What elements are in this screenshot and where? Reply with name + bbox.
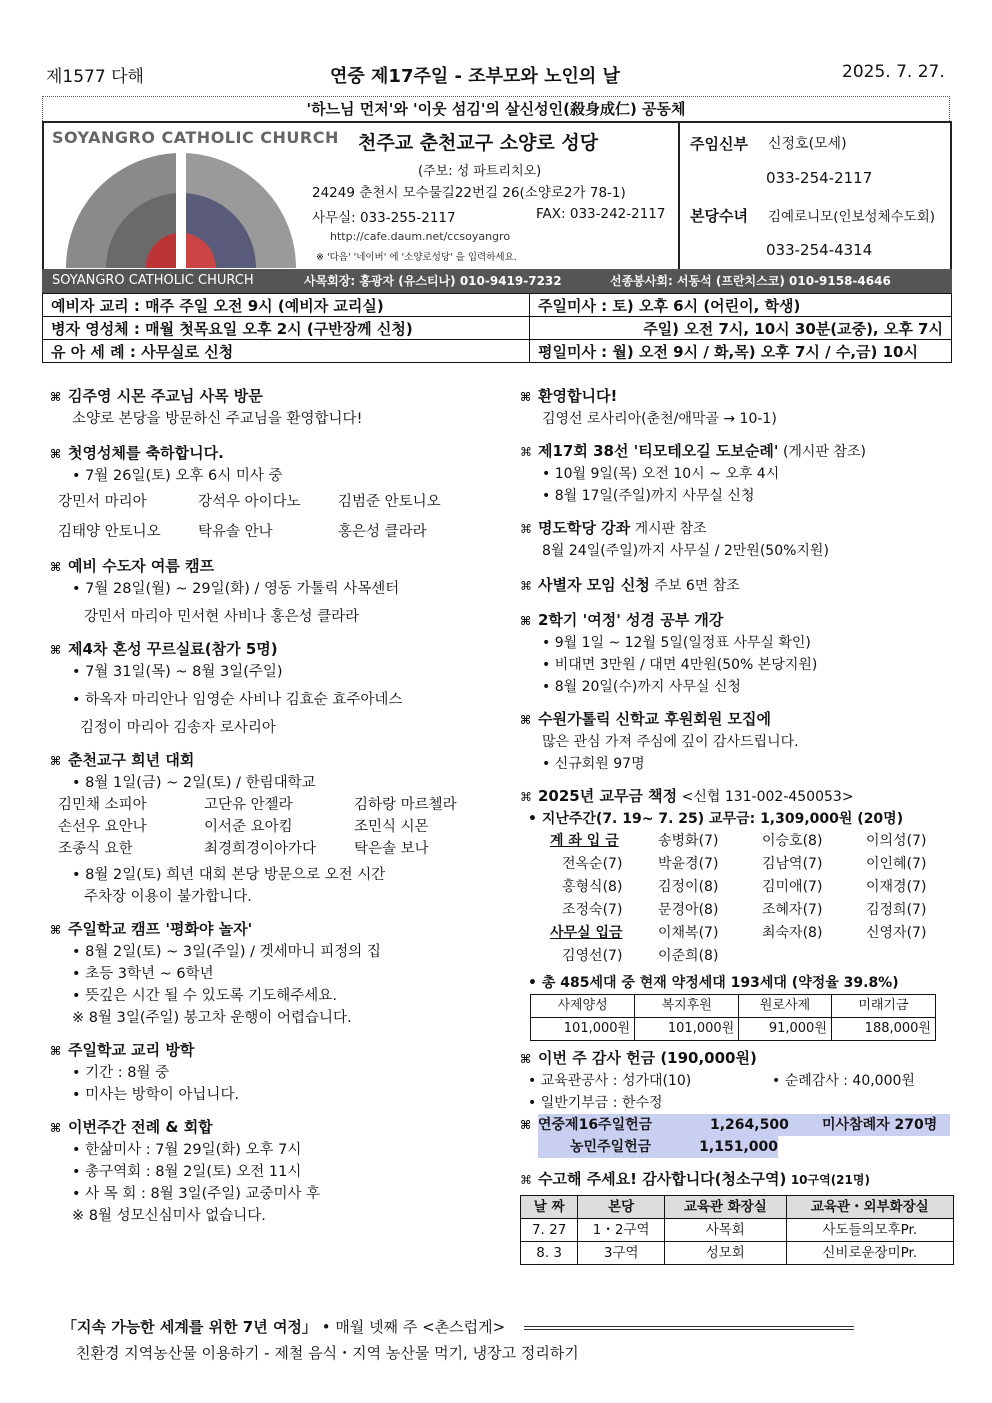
footer-title: 「지속 가능한 세계를 위한 7년 여정」 xyxy=(62,1318,317,1336)
notice-text: • 총구역회 : 8월 2일(토) 오전 11시 xyxy=(72,1164,302,1180)
page-title: 연중 제17주일 - 조부모와 노인의 날 xyxy=(330,66,620,87)
name-item: 조민식 시몬 xyxy=(354,819,429,835)
footer-divider xyxy=(524,1326,854,1330)
name-item: 김태양 안토니오 xyxy=(58,524,161,540)
table-row xyxy=(521,1219,954,1242)
patron: (주보: 성 파트리치오) xyxy=(418,164,542,179)
church-name: 천주교 춘천교구 소양로 성당 xyxy=(358,132,599,154)
notice-text: • 일반기부금 : 한수정 xyxy=(528,1095,663,1111)
bullet-mark-icon: ⌘ xyxy=(50,447,62,461)
notice-text: • 한삶미사 : 7월 29일(화) 오후 7시 xyxy=(72,1142,302,1158)
notice-text: • 10월 9일(목) 오전 10시 ~ 오후 4시 xyxy=(542,466,780,482)
notice-title: ⌘ 주일학교 교리 방학 xyxy=(50,1039,495,1062)
notice-text: • 8월 17일(주일)까지 사무실 신청 xyxy=(542,488,755,504)
notice-text: • 비대면 3만원 / 대면 4만원(50% 본당지원) xyxy=(542,657,818,673)
table-cell: 성모회 xyxy=(665,1242,786,1265)
notice-text: 김영선 로사리아(춘천/애막골 → 10-1) xyxy=(542,411,777,427)
notice-title: ⌘ 춘천교구 희년 대회 xyxy=(50,749,495,772)
notice-text: • 지난주간(7. 19~ 7. 25) 교무금: 1,309,000원 (20명) xyxy=(528,811,904,827)
attendance: 미사참례자 270명 xyxy=(822,1117,938,1133)
table-header: 교육관 화장실 xyxy=(665,1196,786,1219)
pastor-name: 신정호(모세) xyxy=(768,136,847,152)
table-row xyxy=(43,317,952,340)
notice-title: ⌘ 사별자 모임 신청 주보 6면 참조 xyxy=(520,574,960,597)
name-item: 고단유 안젤라 xyxy=(204,797,293,813)
bullet-mark-icon: ⌘ xyxy=(520,1173,532,1187)
bullet-mark-icon: ⌘ xyxy=(50,643,62,657)
notice-text: • 총 485세대 중 현재 약정세대 193세대 (약정율 39.8%) xyxy=(528,975,899,991)
name-item: 홍형식(8) xyxy=(562,879,623,895)
notice-text: • 7월 26일(토) 오후 6시 미사 중 xyxy=(72,468,283,484)
pastor-label: 주임신부 xyxy=(690,135,748,153)
table-header: 복지후원 xyxy=(635,995,739,1018)
table-row xyxy=(531,995,936,1018)
bullet-mark-icon: ⌘ xyxy=(520,790,532,804)
name-item: 김민채 소피아 xyxy=(58,797,147,813)
name-item: 김하랑 마르첼라 xyxy=(354,797,457,813)
name-item: 강민서 마리아 xyxy=(58,494,147,510)
issue-date: 2025. 7. 27. xyxy=(842,62,945,82)
table-row xyxy=(521,1196,954,1219)
notice-title: ⌘ 2학기 '여정' 성경 공부 개강 xyxy=(520,609,960,632)
name-item: 조종식 요한 xyxy=(58,841,133,857)
bar-evangel: 선종봉사회: 서동석 (프란치스코) 010-9158-4646 xyxy=(610,274,891,288)
name-item: 전옥순(7) xyxy=(562,856,623,872)
table-header: 교육관・외부화장실 xyxy=(786,1196,954,1219)
bullet-mark-icon: ⌘ xyxy=(520,522,532,536)
cleaning-table xyxy=(520,1195,954,1265)
footer-line xyxy=(62,1316,854,1337)
schedule-cell: 병자 영성체 : 매월 첫목요일 오후 2시 (구반장께 신청) xyxy=(43,317,530,340)
table-header: 본당 xyxy=(578,1196,665,1219)
name-item: 송병화(7) xyxy=(658,833,719,849)
sister-label: 본당수녀 xyxy=(690,207,748,225)
name-item: 김정희(7) xyxy=(866,902,927,918)
bullet-mark-icon: ⌘ xyxy=(50,560,62,574)
notice-text: 소양로 본당을 방문하신 주교님을 환영합니다! xyxy=(72,411,363,427)
name-item: 김미애(7) xyxy=(762,879,823,895)
donor-grid xyxy=(520,830,960,968)
schedule-cell: 유 아 세 례 : 사무실로 신청 xyxy=(43,340,530,363)
bullet-mark-icon: ⌘ xyxy=(50,923,62,937)
donor-label: 사무실 입금 xyxy=(550,925,623,941)
bullet-mark-icon: ⌘ xyxy=(520,1118,532,1132)
bullet-mark-icon: ⌘ xyxy=(50,1044,62,1058)
notice-text: • 8월 1일(금) ~ 2일(토) / 한림대학교 xyxy=(72,775,316,791)
offering-row xyxy=(520,1114,960,1136)
name-grid xyxy=(50,487,495,547)
offering-row xyxy=(520,1136,960,1158)
table-header: 원로사제 xyxy=(739,995,832,1018)
footer-text: • 매월 넷째 주 <촌스럽게> xyxy=(321,1318,506,1336)
notice-text: ※ 8월 3일(주일) 봉고차 운행이 어렵습니다. xyxy=(72,1010,352,1026)
table-header: 날 짜 xyxy=(521,1196,578,1219)
offering-amount: 1,264,500 xyxy=(710,1117,789,1133)
notice-text: • 신규회원 97명 xyxy=(542,756,645,772)
donor-label: 계 좌 입 금 xyxy=(550,833,619,849)
bar-chair: 사목회장: 홍광자 (유스티나) 010-9419-7232 xyxy=(304,274,562,288)
notice-text: • 7월 28일(월) ~ 29일(화) / 영동 가톨릭 사목센터 xyxy=(72,581,400,597)
name-item: 문경아(8) xyxy=(658,902,719,918)
schedule-cell: 주일) 오전 7시, 10시 30분(교중), 오후 7시 xyxy=(530,317,952,340)
table-cell: 8. 3 xyxy=(521,1242,578,1265)
notice-title: ⌘ 첫영성체를 축하합니다. xyxy=(50,442,495,465)
notice-text: • 뜻깊은 시간 될 수 있도록 기도해주세요. xyxy=(72,988,337,1004)
name-item: 이서준 요아킴 xyxy=(204,819,293,835)
issue-number: 제1577 다해 xyxy=(46,67,144,87)
cafe-link[interactable]: http://cafe.daum.net/ccsoyangro xyxy=(330,230,511,243)
table-row xyxy=(43,294,952,317)
fax: FAX: 033-242-2117 xyxy=(536,206,666,222)
name-item: 강석우 아이다노 xyxy=(198,494,301,510)
table-cell: 3구역 xyxy=(578,1242,665,1265)
bullet-mark-icon: ⌘ xyxy=(50,1121,62,1135)
bullet-mark-icon: ⌘ xyxy=(520,390,532,404)
notice-text: • 7월 31일(목) ~ 8월 3일(주일) xyxy=(72,664,283,680)
notice-text: 8월 24일(주일)까지 사무실 / 2만원(50%지원) xyxy=(542,543,829,559)
notice-title: ⌘ 명도학당 강좌 게시판 참조 xyxy=(520,517,960,540)
name-item: 조정숙(7) xyxy=(562,902,623,918)
name-item: 김범준 안토니오 xyxy=(338,494,441,510)
notice-title: ⌘ 2025년 교무금 책정 <신협 131-002-450053> xyxy=(520,785,960,808)
notice-text xyxy=(520,1070,960,1092)
name-item: 이준희(8) xyxy=(658,948,719,964)
bullet-mark-icon: ⌘ xyxy=(50,390,62,404)
notice-title: ⌘ 주일학교 캠프 '평화야 놀자' xyxy=(50,918,495,941)
notice-text: • 8월 2일(토) 희년 대회 본당 방문으로 오전 시간 xyxy=(72,867,386,883)
notice-title: ⌘ 제17회 38선 '티모테오길 도보순례' (게시판 참조) xyxy=(520,440,960,463)
logo-text: SOYANGRO CATHOLIC CHURCH xyxy=(52,128,339,147)
notice-title: ⌘ 제4차 혼성 꾸르실료(참가 5명) xyxy=(50,638,495,661)
table-row xyxy=(43,340,952,363)
name-item: 최경희경이아가다 xyxy=(204,841,317,857)
name-item: 최숙자(8) xyxy=(762,925,823,941)
notice-text: 주차장 이용이 불가합니다. xyxy=(84,889,252,905)
notice-text: 많은 관심 가져 주심에 깊이 감사드립니다. xyxy=(542,734,799,750)
table-cell: 1・2구역 xyxy=(578,1219,665,1242)
table-header: 사제양성 xyxy=(531,995,635,1018)
name-item: 이승호(8) xyxy=(762,833,823,849)
name-item: 조혜자(7) xyxy=(762,902,823,918)
name-item: 김영선(7) xyxy=(562,948,623,964)
notice-text: • 미사는 방학이 아닙니다. xyxy=(72,1087,240,1103)
table-cell: 91,000원 xyxy=(739,1018,832,1041)
notice-text: • 순례감사 : 40,000원 xyxy=(772,1073,915,1089)
name-item: 김정이(8) xyxy=(658,879,719,895)
notice-text: • 기간 : 8월 중 xyxy=(72,1065,170,1081)
sister-phone: 033-254-4314 xyxy=(766,241,873,259)
name-item: 홍은성 클라라 xyxy=(338,524,427,540)
name-item: 이의성(7) xyxy=(866,833,927,849)
footer-text: 친환경 지역농산물 이용하기 - 제철 음식・지역 농산물 먹기, 냉장고 정리하기 xyxy=(76,1344,579,1362)
table-row xyxy=(531,1018,936,1041)
notice-text: • 8월 20일(수)까지 사무실 신청 xyxy=(542,679,741,695)
table-cell: 101,000원 xyxy=(531,1018,635,1041)
schedule-cell: 예비자 교리 : 매주 주일 오전 9시 (예비자 교리실) xyxy=(43,294,530,317)
name-item: 손선우 요안나 xyxy=(58,819,147,835)
schedule-cell: 평일미사 : 월) 오전 9시 / 화,목) 오후 7시 / 수,금) 10시 xyxy=(530,340,952,363)
name-item: 박윤경(7) xyxy=(658,856,719,872)
name-item: 탁은솔 보나 xyxy=(354,841,429,857)
name-item: 이인혜(7) xyxy=(866,856,927,872)
notice-text: • 사 목 회 : 8월 3일(주일) 교중미사 후 xyxy=(72,1186,321,1202)
notice-title: ⌘ 이번 주 감사 헌금 (190,000원) xyxy=(520,1047,960,1070)
name-item: 탁유솔 안나 xyxy=(198,524,273,540)
name-item: 이재경(7) xyxy=(866,879,927,895)
schedule-cell: 주일미사 : 토) 오후 6시 (어린이, 학생) xyxy=(530,294,952,317)
bullet-mark-icon: ⌘ xyxy=(520,445,532,459)
pastor-phone: 033-254-2117 xyxy=(766,169,873,187)
bullet-mark-icon: ⌘ xyxy=(520,579,532,593)
notice-title: ⌘ 이번주간 전례 & 회합 xyxy=(50,1116,495,1139)
bullet-mark-icon: ⌘ xyxy=(520,713,532,727)
table-cell: 101,000원 xyxy=(635,1018,739,1041)
contact-bar xyxy=(42,269,952,293)
address: 24249 춘천시 모수물길22번길 26(소양로2가 78-1) xyxy=(312,185,626,201)
offering-amount: 1,151,000 xyxy=(699,1139,778,1155)
notice-title: ⌘ 수고해 주세요! 감사합니다(청소구역) 10구역(21명) xyxy=(520,1168,960,1191)
motto-banner: '하느님 먼저'와 '이웃 섬김'의 살신성인(殺身成仁) 공동체 xyxy=(42,96,950,121)
pledge-table xyxy=(530,994,936,1041)
notice-text: • 교육관공사 : 성가대(10) xyxy=(528,1073,692,1089)
notice-text: • 초등 3학년 ~ 6학년 xyxy=(72,966,214,982)
sister-name: 김예로니모(인보성체수도회) xyxy=(768,209,936,225)
notice-text: 김정이 마리아 김송자 로사리아 xyxy=(80,720,276,736)
table-cell: 188,000원 xyxy=(831,1018,935,1041)
notice-title: ⌘ 예비 수도자 여름 캠프 xyxy=(50,555,495,578)
name-item: 이채복(7) xyxy=(658,925,719,941)
name-item: 김남역(7) xyxy=(762,856,823,872)
offering-label: 연중제16주일헌금 xyxy=(538,1117,653,1133)
office-phone: 사무실: 033-255-2117 xyxy=(312,210,456,226)
notice-text: • 하옥자 마리안나 임영순 사비나 김효순 효주아네스 xyxy=(72,692,403,708)
offering-label: 농민주일헌금 xyxy=(570,1139,652,1155)
notice-text: ※ 8월 성모신심미사 없습니다. xyxy=(72,1208,266,1224)
notice-text: • 8월 2일(토) ~ 3일(주일) / 겟세마니 피정의 집 xyxy=(72,944,381,960)
table-cell: 7. 27 xyxy=(521,1219,578,1242)
mass-schedule-table xyxy=(42,293,952,363)
bar-left-text: SOYANGRO CATHOLIC CHURCH xyxy=(52,273,254,288)
notice-text: 강민서 마리아 민서현 사비나 홍은성 클라라 xyxy=(84,609,360,625)
bullet-mark-icon: ⌘ xyxy=(520,614,532,628)
name-item: 신영자(7) xyxy=(866,925,927,941)
name-grid xyxy=(50,794,495,860)
bullet-mark-icon: ⌘ xyxy=(520,1052,532,1066)
notice-title: ⌘ 김주영 시몬 주교님 사목 방문 xyxy=(50,385,495,408)
table-cell: 사도들의모후Pr. xyxy=(786,1219,954,1242)
notice-title: ⌘ 수원가톨릭 신학교 후원회원 모집에 xyxy=(520,708,960,731)
cafe-note: ※ '다음' '네이버' 에 '소양로성당' 을 입력하세요. xyxy=(316,252,517,263)
notice-text: • 9월 1일 ~ 12월 5일(일정표 사무실 확인) xyxy=(542,635,811,651)
church-logo-icon xyxy=(56,150,306,268)
left-column xyxy=(50,385,495,1227)
right-column xyxy=(520,385,960,1265)
table-row xyxy=(521,1242,954,1265)
table-header: 미래기금 xyxy=(831,995,935,1018)
bullet-mark-icon: ⌘ xyxy=(50,754,62,768)
notice-title: ⌘ 환영합니다! xyxy=(520,385,960,408)
table-cell: 신비로운장미Pr. xyxy=(786,1242,954,1265)
table-cell: 사목회 xyxy=(665,1219,786,1242)
